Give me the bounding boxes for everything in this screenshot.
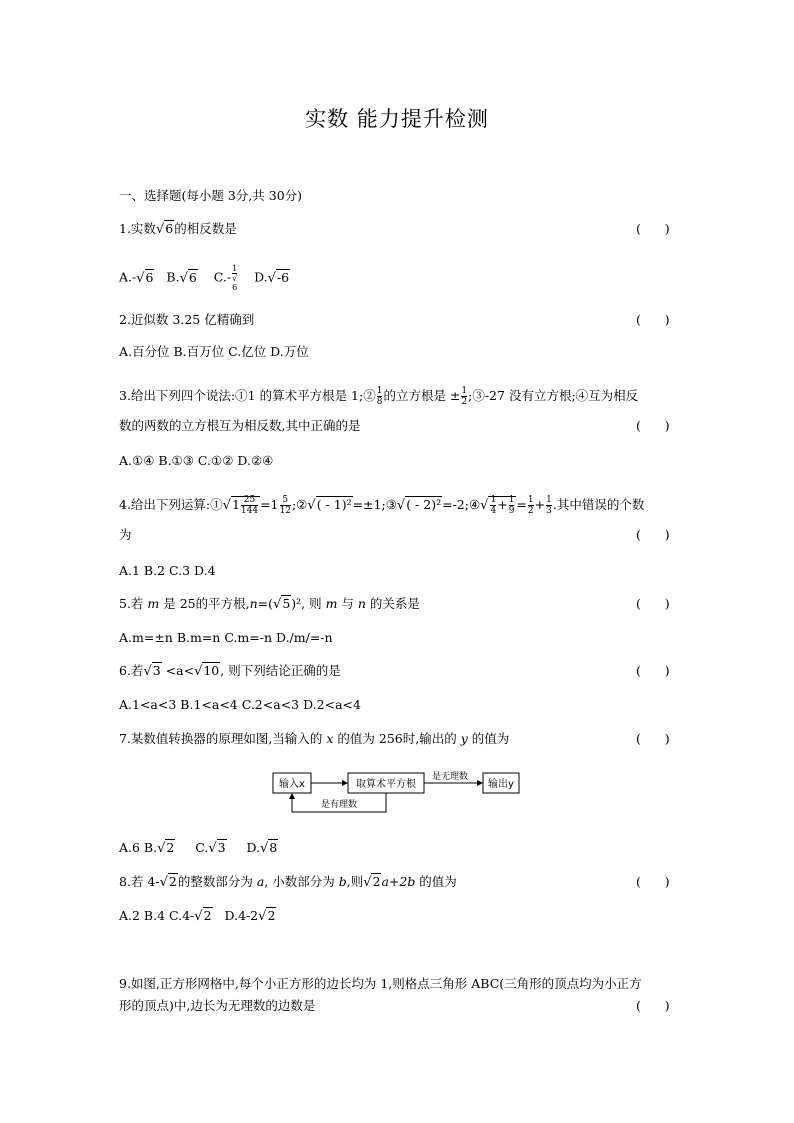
question-5-choices: A.m=±n B.m=n C.m=-n D./m/=-n xyxy=(119,630,333,645)
question-6-choices: A.1<a<3 B.1<a<4 C.2<a<3 D.2<a<4 xyxy=(119,697,361,712)
question-5: 5.若 m 是 25的平方根,n=(√5)², 则 m 与 n 的关系是 xyxy=(119,596,420,612)
answer-blank-7[interactable]: ( ) xyxy=(636,731,670,746)
arrowhead-2 xyxy=(477,780,483,786)
question-3-choices: A.①④ B.①③ C.①② D.②④ xyxy=(119,453,274,468)
question-8-choices: A.2 B.4 C.4-√2 D.4-2√2 xyxy=(119,908,276,924)
page-title: 实数 能力提升检测 xyxy=(305,107,489,131)
output-label: 输出y xyxy=(488,779,514,790)
question-4-line-2: 为 xyxy=(119,527,132,542)
question-2: 2.近似数 3.25 亿精确到 xyxy=(119,312,255,327)
answer-blank-1[interactable]: ( ) xyxy=(636,221,670,236)
flowchart-diagram xyxy=(272,770,522,820)
question-9-line-1: 9.如图,正方形网格中,每个小正方形的边长均为 1,则格点三角形 ABC(三角形的顶点均为小正方 xyxy=(119,976,642,991)
answer-blank-9[interactable]: ( ) xyxy=(636,998,670,1013)
answer-blank-3[interactable]: ( ) xyxy=(636,418,670,433)
question-3-line-1: 3.给出下列四个说法:①1 的算术平方根是 1;② $\frac{1}{8}$ 的立方根是 ± $\frac{1}{2}$ ;③-27 没有立方根;④互为相反 xyxy=(119,386,639,407)
arrowhead-3 xyxy=(289,793,295,799)
answer-blank-8[interactable]: ( ) xyxy=(636,874,670,889)
answer-blank-5[interactable]: ( ) xyxy=(636,596,670,611)
arrowhead-1 xyxy=(342,780,348,786)
question-1: 1.实数√6的相反数是 xyxy=(119,221,237,237)
rational-label: 是有理数 xyxy=(320,800,358,810)
answer-blank-4[interactable]: ( ) xyxy=(636,527,670,542)
question-4-choices: A.1 B.2 C.3 D.4 xyxy=(119,563,216,578)
answer-blank-6[interactable]: ( ) xyxy=(636,663,670,678)
input-label: 输入x xyxy=(279,779,305,790)
question-7: 7.某数值转换器的原理如图,当输入的 x 的值为 256时,输出的 y 的值为 xyxy=(119,731,510,746)
question-7-choices: A.6 B.√2 C.√3 D.√8 xyxy=(119,840,278,856)
question-4-line-1: 4.给出下列运算:①√1 $\frac{25}{144}$ =1 $\frac{5}{12}$ ;②√( - 1)²=±1;③√( - 2)²=-2;④√ $\frac{1}{4}$ + $\frac{1}{9}$ = $\frac{1}{2}$ + $\frac{1}{3}$ .其中错误的个数 xyxy=(119,495,645,516)
irrational-label: 是无理数 xyxy=(431,772,469,782)
section-heading: 一、选择题(每小题 3分,共 30分) xyxy=(119,188,303,203)
process-label: 取算术平方根 xyxy=(356,779,416,790)
question-3-line-2: 数的两数的立方根互为相反数,其中正确的是 xyxy=(119,418,361,433)
answer-blank-2[interactable]: ( ) xyxy=(636,312,670,327)
question-9-line-2: 形的顶点)中,边长为无理数的边数是 xyxy=(119,998,316,1013)
question-8: 8.若 4-√2的整数部分为 a, 小数部分为 b,则√2a+2b 的值为 xyxy=(119,874,457,890)
question-6: 6.若√3 <a<√10, 则下列结论正确的是 xyxy=(119,663,341,679)
question-1-choices: A.-√6 B.√6 C.- 1 √ 6 D.√-6 xyxy=(119,264,290,292)
question-2-choices: A.百分位 B.百万位 C.亿位 D.万位 xyxy=(119,344,309,359)
